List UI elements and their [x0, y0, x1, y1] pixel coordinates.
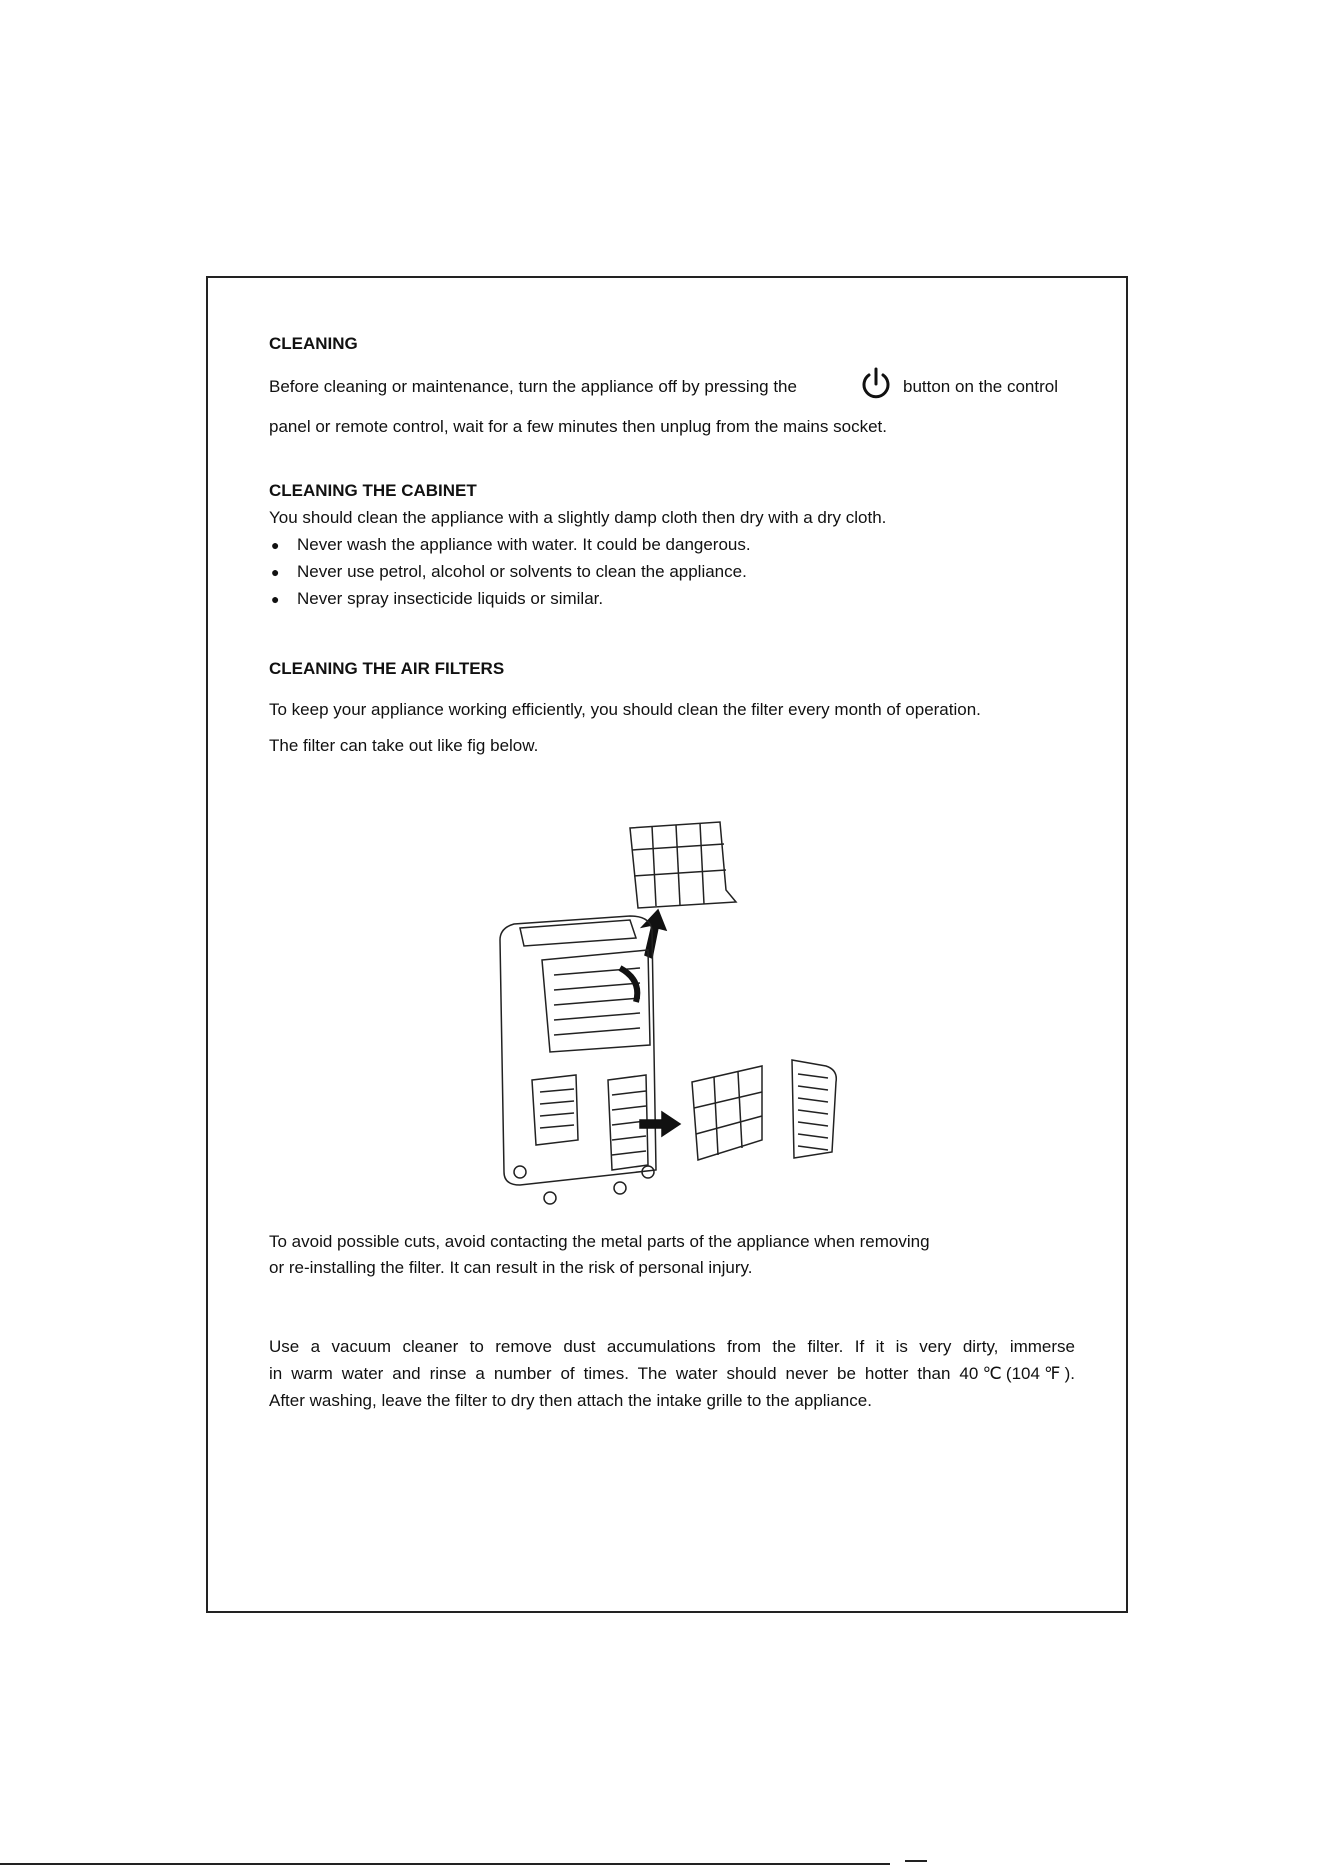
warning-line2: or re-installing the filter. It can result in the risk of personal injury.: [269, 1258, 753, 1277]
side-filter-panel: [692, 1066, 762, 1160]
cabinet-bullet-2: Never use petrol, alcohol or solvents to clean the appliance.: [297, 562, 747, 581]
cleaning-line1-before: Before cleaning or maintenance, turn the appliance off by pressing the: [269, 377, 797, 396]
washing-line3: After washing, leave the filter to dry then attach the intake grille to the appliance.: [269, 1391, 872, 1410]
filters-line2: The filter can take out like fig below.: [269, 736, 539, 755]
cleaning-line1-after: button on the control: [903, 377, 1059, 396]
bullet-dot: ●: [271, 564, 280, 580]
intake-grille: [792, 1060, 836, 1158]
warning-line1: To avoid possible cuts, avoid contacting the metal parts of the appliance when removing: [269, 1232, 930, 1251]
section-heading-cleaning: CLEANING: [269, 334, 358, 353]
bullet-dot: ●: [271, 537, 280, 553]
washing-line2: in warm water and rinse a number of times. The water should never be hotter than 40℃(104℉).: [269, 1364, 1075, 1383]
appliance-body: [500, 916, 656, 1204]
filters-line1: To keep your appliance working efficiently, you should clean the filter every month of operation.: [269, 700, 981, 719]
top-filter-panel: [630, 822, 736, 908]
washing-line1: Use a vacuum cleaner to remove dust accumulations from the filter. If it is very dirty, immerse: [269, 1337, 1075, 1356]
cabinet-bullet-1: Never wash the appliance with water. It could be dangerous.: [297, 535, 751, 554]
section-heading-filters: CLEANING THE AIR FILTERS: [269, 659, 505, 678]
cabinet-intro: You should clean the appliance with a slightly damp cloth then dry with a dry cloth.: [269, 508, 887, 527]
cleaning-line2: panel or remote control, wait for a few minutes then unplug from the mains socket.: [269, 417, 887, 436]
cabinet-bullet-3: Never spray insecticide liquids or similar.: [297, 589, 604, 608]
section-heading-cabinet: CLEANING THE CABINET: [269, 481, 477, 500]
filter-removal-figure: [480, 820, 880, 1220]
power-icon: [858, 366, 894, 402]
bullet-dot: ●: [271, 591, 280, 607]
right-arrow-icon: [640, 1112, 680, 1136]
footer-rule: [0, 1863, 890, 1865]
footer-mark: [905, 1860, 927, 1862]
